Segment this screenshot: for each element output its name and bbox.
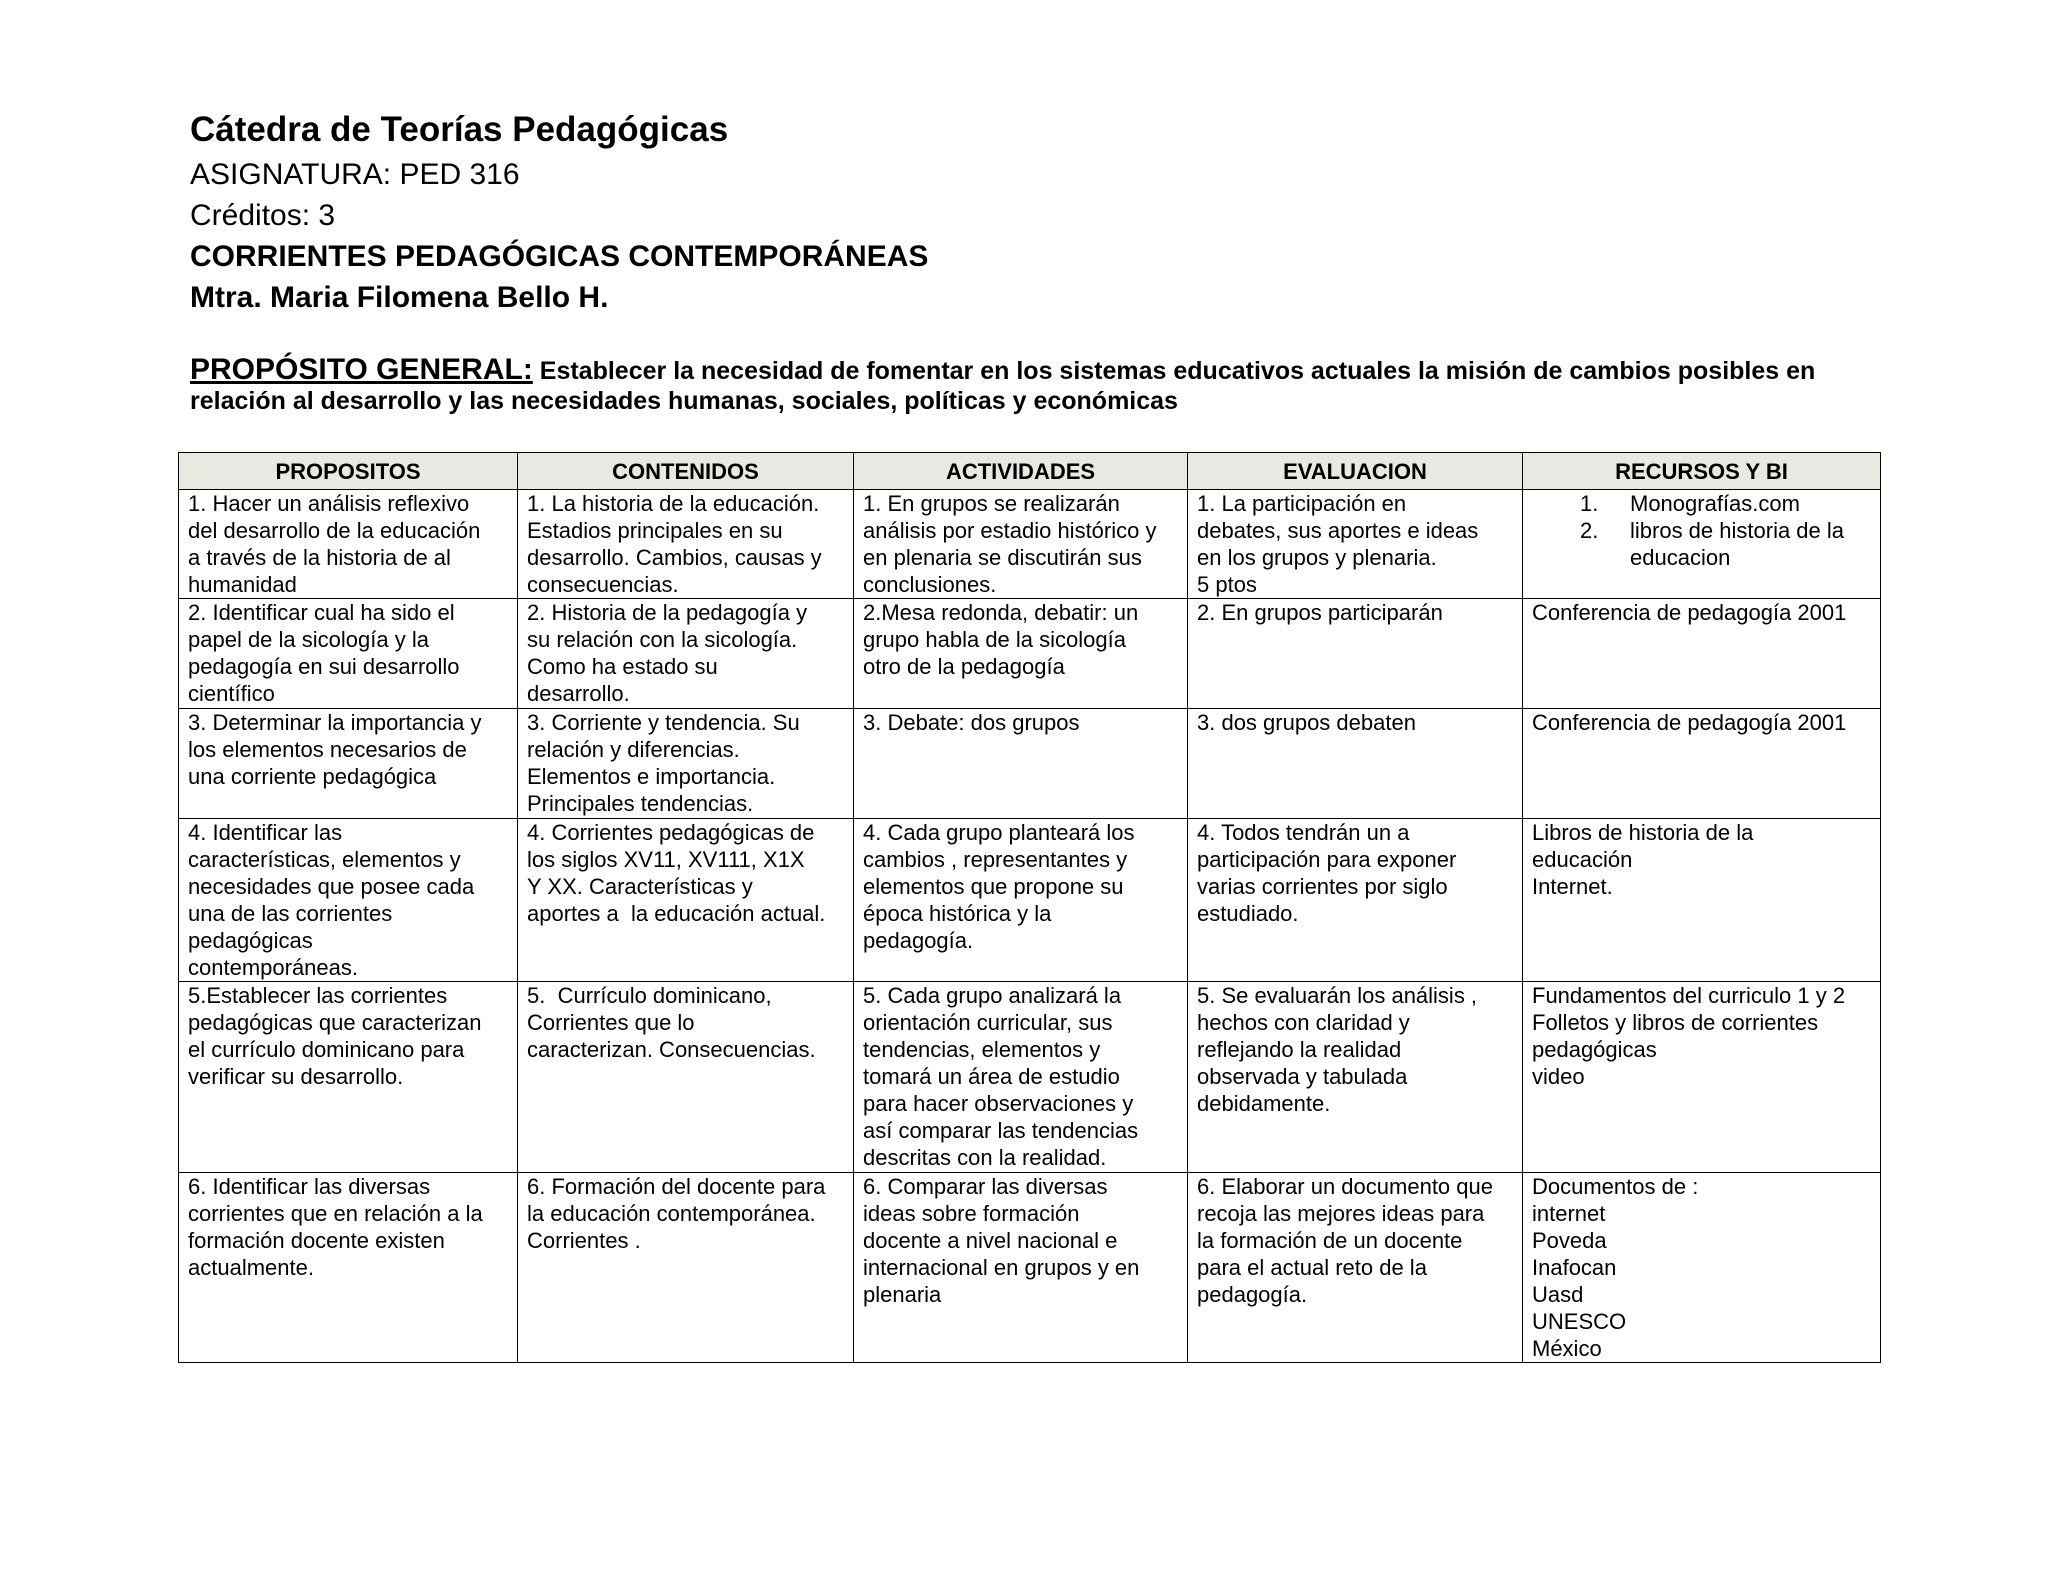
cell-text-line: 2.Mesa redonda, debatir: un	[863, 600, 1139, 625]
cell-contenidos	[518, 599, 854, 709]
cell-text-line: descritas con la realidad.	[863, 1145, 1107, 1170]
cell-text-line: plenaria	[863, 1282, 942, 1307]
cell-text-line: Principales tendencias.	[527, 791, 754, 816]
cell-text-line: Poveda	[1532, 1228, 1607, 1253]
cell-propositos	[179, 599, 518, 709]
cell-text-line: 6. Identificar las diversas	[188, 1174, 431, 1199]
cell-text-line: 2. Identificar cual ha sido el	[188, 600, 455, 625]
credits: Créditos: 3	[190, 199, 336, 232]
cell-propositos	[179, 709, 518, 819]
document-header	[190, 106, 1890, 318]
general-purpose	[190, 355, 1890, 416]
list-item-number: 1.	[1580, 491, 1599, 516]
cell-text-line: internacional en grupos y en	[863, 1255, 1140, 1280]
cell-text-line: pedagógicas	[188, 928, 313, 953]
cell-text-line: 4. Identificar las	[188, 820, 343, 845]
table-row	[179, 599, 1881, 709]
cell-text-line: una de las corrientes	[188, 901, 393, 926]
cell-propositos	[179, 819, 518, 982]
list-item-text: Monografías.com	[1630, 491, 1800, 516]
cell-text-line: relación y diferencias.	[527, 737, 740, 762]
table-header-row	[179, 453, 1881, 490]
cell-text-line: Conferencia de pedagogía 2001	[1532, 710, 1847, 735]
cell-text-line: la educación contemporánea.	[527, 1201, 816, 1226]
cell-text-line: Corrientes que lo	[527, 1010, 695, 1035]
cell-text-line: análisis por estadio histórico y	[863, 518, 1157, 543]
cell-text-line: pedagógicas que caracterizan	[188, 1010, 482, 1035]
table-row	[179, 1173, 1881, 1363]
cell-text-line: UNESCO	[1532, 1309, 1627, 1334]
cell-text-line: aportes a la educación actual.	[527, 901, 826, 926]
cell-text-line: recoja las mejores ideas para	[1197, 1201, 1485, 1226]
cell-text-line: actualmente.	[188, 1255, 314, 1280]
cell-evaluacion	[1188, 709, 1523, 819]
cell-text-line: 5.Establecer las corrientes	[188, 983, 448, 1008]
cell-text-line: Estadios principales en su	[527, 518, 783, 543]
cell-text-line: Uasd	[1532, 1282, 1584, 1307]
cell-text-line: pedagogía.	[863, 928, 974, 953]
cell-text-line: 4. Cada grupo planteará los	[863, 820, 1135, 845]
cell-propositos	[179, 982, 518, 1173]
cell-recursos	[1523, 982, 1881, 1173]
cell-contenidos	[518, 490, 854, 599]
cell-text-line: tendencias, elementos y	[863, 1037, 1101, 1062]
cell-text-line: contemporáneas.	[188, 955, 358, 980]
course-name: CORRIENTES PEDAGÓGICAS CONTEMPORÁNEAS	[190, 240, 929, 273]
cell-actividades	[854, 709, 1188, 819]
cell-text-line: 5. Se evaluarán los análisis ,	[1197, 983, 1478, 1008]
cell-text-line: 6. Elaborar un documento que	[1197, 1174, 1493, 1199]
cell-text-line: docente a nivel nacional e	[863, 1228, 1118, 1253]
cell-text-line: los siglos XV11, XV111, X1X	[527, 847, 805, 872]
cell-evaluacion	[1188, 819, 1523, 982]
cell-text-line: conclusiones.	[863, 572, 997, 597]
cell-propositos	[179, 490, 518, 599]
cell-recursos	[1523, 599, 1881, 709]
cell-recursos	[1523, 709, 1881, 819]
cell-text-line: 4. Todos tendrán un a	[1197, 820, 1410, 845]
cell-text-line: elementos que propone su	[863, 874, 1124, 899]
cell-text-line: desarrollo.	[527, 681, 630, 706]
cell-text-line: México	[1532, 1336, 1602, 1361]
cell-text-line: Internet.	[1532, 874, 1613, 899]
cell-actividades	[854, 819, 1188, 982]
cell-text-line: Inafocan	[1532, 1255, 1617, 1280]
cell-text-line: 3. dos grupos debaten	[1197, 710, 1416, 735]
cell-text-line: así comparar las tendencias	[863, 1118, 1139, 1143]
cell-text-line: 5. Currículo dominicano,	[527, 983, 772, 1008]
cell-text-line: grupo habla de la sicología	[863, 627, 1126, 652]
table-row	[179, 709, 1881, 819]
cell-recursos	[1523, 490, 1881, 599]
cell-text-line: necesidades que posee cada	[188, 874, 475, 899]
cell-text-line: formación docente existen	[188, 1228, 445, 1253]
cell-text-line: observada y tabulada	[1197, 1064, 1408, 1089]
cell-evaluacion	[1188, 1173, 1523, 1363]
cell-text-line: participación para exponer	[1197, 847, 1457, 872]
cell-propositos	[179, 1173, 518, 1363]
cell-text-line: 6. Comparar las diversas	[863, 1174, 1108, 1199]
header-contenidos: CONTENIDOS	[518, 453, 854, 490]
cell-text-line: otro de la pedagogía	[863, 654, 1065, 679]
header-recursos: RECURSOS Y BI	[1523, 453, 1881, 490]
list-item-text: libros de historia de la	[1630, 518, 1845, 543]
cell-text-line: Documentos de :	[1532, 1174, 1699, 1199]
cell-text-line: tomará un área de estudio	[863, 1064, 1120, 1089]
cell-text-line: 3. Corriente y tendencia. Su	[527, 710, 800, 735]
cell-text-line: el currículo dominicano para	[188, 1037, 465, 1062]
cell-text-line: hechos con claridad y	[1197, 1010, 1410, 1035]
cell-contenidos	[518, 1173, 854, 1363]
cell-text-line: pedagogía.	[1197, 1282, 1308, 1307]
cell-text-line: en los grupos y plenaria.	[1197, 545, 1437, 570]
cell-text-line: desarrollo. Cambios, causas y	[527, 545, 822, 570]
header-evaluacion: EVALUACION	[1188, 453, 1523, 490]
cell-text-line: varias corrientes por siglo	[1197, 874, 1448, 899]
list-item	[1532, 517, 1871, 544]
cell-text-line: consecuencias.	[527, 572, 679, 597]
list-item-text: educacion	[1630, 545, 1731, 570]
cell-text-line: reflejando la realidad	[1197, 1037, 1402, 1062]
cell-actividades	[854, 490, 1188, 599]
cell-text-line: Corrientes .	[527, 1228, 641, 1253]
cell-actividades	[854, 982, 1188, 1173]
cell-text-line: 3. Determinar la importancia y	[188, 710, 482, 735]
cell-text-line: 4. Corrientes pedagógicas de	[527, 820, 815, 845]
cell-text-line: Conferencia de pedagogía 2001	[1532, 600, 1847, 625]
cell-text-line: papel de la sicología y la	[188, 627, 429, 652]
cell-text-line: orientación curricular, sus	[863, 1010, 1113, 1035]
cell-evaluacion	[1188, 982, 1523, 1173]
list-item-number	[1532, 544, 1630, 571]
cell-text-line: 3. Debate: dos grupos	[863, 710, 1080, 735]
cell-evaluacion	[1188, 490, 1523, 599]
cell-contenidos	[518, 819, 854, 982]
cell-text-line: características, elementos y	[188, 847, 461, 872]
list-item	[1532, 490, 1871, 517]
table-row	[179, 819, 1881, 982]
cell-text-line: del desarrollo de la educación	[188, 518, 481, 543]
cell-text-line: corrientes que en relación a la	[188, 1201, 483, 1226]
cell-text-line: a través de la historia de al	[188, 545, 451, 570]
table-row	[179, 982, 1881, 1173]
cell-text-line: en plenaria se discutirán sus	[863, 545, 1142, 570]
cell-text-line: verificar su desarrollo.	[188, 1064, 404, 1089]
cell-actividades	[854, 1173, 1188, 1363]
course-plan-table-wrapper	[178, 452, 1881, 1363]
cell-text-line: debates, sus aportes e ideas	[1197, 518, 1479, 543]
cell-text-line: para el actual reto de la	[1197, 1255, 1427, 1280]
cell-text-line: época histórica y la	[863, 901, 1052, 926]
cell-text-line: una corriente pedagógica	[188, 764, 437, 789]
cell-recursos	[1523, 1173, 1881, 1363]
cell-text-line: la formación de un docente	[1197, 1228, 1463, 1253]
cell-text-line: estudiado.	[1197, 901, 1299, 926]
cell-text-line: video	[1532, 1064, 1585, 1089]
teacher-name: Mtra. Maria Filomena Bello H.	[190, 281, 609, 314]
general-purpose-label: PROPÓSITO GENERAL:	[190, 353, 533, 386]
table-body	[179, 490, 1881, 1363]
cell-text-line: 2. En grupos participarán	[1197, 600, 1443, 625]
cell-text-line: Libros de historia de la	[1532, 820, 1754, 845]
cell-text-line: caracterizan. Consecuencias.	[527, 1037, 816, 1062]
course-plan-table	[178, 452, 1881, 1363]
cell-text-line: Y XX. Características y	[527, 874, 753, 899]
cell-text-line: educación	[1532, 847, 1633, 872]
cell-evaluacion	[1188, 599, 1523, 709]
cell-text-line: Como ha estado su	[527, 654, 718, 679]
cell-text-line: Folletos y libros de corrientes	[1532, 1010, 1819, 1035]
cell-text-line: pedagógicas	[1532, 1037, 1657, 1062]
cell-text-line: pedagogía en sui desarrollo	[188, 654, 460, 679]
cell-text-line: debidamente.	[1197, 1091, 1331, 1116]
header-actividades: ACTIVIDADES	[854, 453, 1188, 490]
cell-text-line: 1. La historia de la educación.	[527, 491, 820, 516]
cell-text-line: 1. Hacer un análisis reflexivo	[188, 491, 470, 516]
subject-code: ASIGNATURA: PED 316	[190, 158, 520, 191]
general-purpose-text: Establecer la necesidad de fomentar en los sistemas educativos actuales la misión de cambios posibles en relación al desarrollo y las necesidades humanas, sociales, políticas y económicas	[190, 357, 1816, 415]
cell-text-line: los elementos necesarios de	[188, 737, 467, 762]
cell-text-line: 2. Historia de la pedagogía y	[527, 600, 808, 625]
cell-text-line: Fundamentos del curriculo 1 y 2	[1532, 983, 1846, 1008]
cell-text-line: para hacer observaciones y	[863, 1091, 1134, 1116]
cell-text-line: humanidad	[188, 572, 297, 597]
cell-text-line: 1. La participación en	[1197, 491, 1407, 516]
cell-text-line: cambios , representantes y	[863, 847, 1128, 872]
list-item-number: 2.	[1580, 518, 1599, 543]
cell-text-line: su relación con la sicología.	[527, 627, 798, 652]
cell-actividades	[854, 599, 1188, 709]
table-row	[179, 490, 1881, 599]
cell-text-line: 5. Cada grupo analizará la	[863, 983, 1122, 1008]
cell-text-line: 6. Formación del docente para	[527, 1174, 826, 1199]
cell-recursos	[1523, 819, 1881, 982]
cell-contenidos	[518, 982, 854, 1173]
cell-text-line: científico	[188, 681, 275, 706]
cell-text-line: ideas sobre formación	[863, 1201, 1080, 1226]
cell-text-line: 5 ptos	[1197, 572, 1257, 597]
cell-text-line: 1. En grupos se realizarán	[863, 491, 1120, 516]
department-title: Cátedra de Teorías Pedagógicas	[190, 110, 729, 149]
list-item	[1532, 544, 1871, 571]
header-propositos: PROPOSITOS	[179, 453, 518, 490]
resources-numbered-list	[1532, 490, 1871, 571]
cell-text-line: internet	[1532, 1201, 1606, 1226]
cell-text-line: Elementos e importancia.	[527, 764, 776, 789]
cell-contenidos	[518, 709, 854, 819]
